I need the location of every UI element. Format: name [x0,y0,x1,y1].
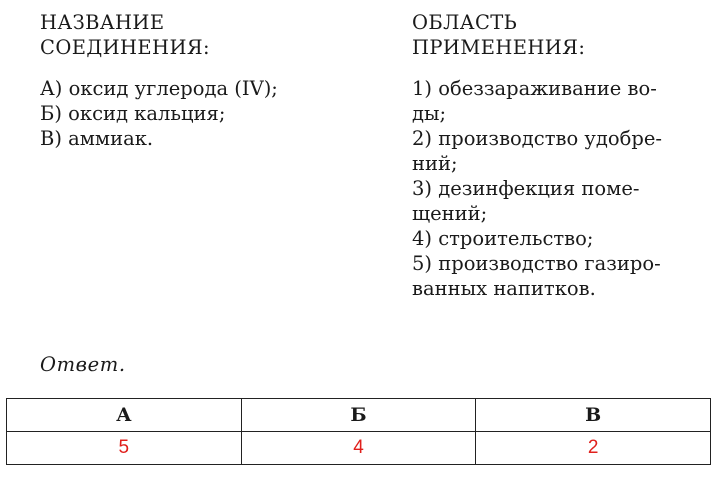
answer-table [6,398,711,465]
application-line: щений; [412,202,488,225]
heading-line: ОБЛАСТЬ [412,11,518,34]
answer-header-cell: Б [241,399,476,432]
application-list [412,76,712,301]
answer-value-cell: 4 [241,432,476,465]
application-line: 2) производство удобре- [412,127,662,150]
application-line: 1) обеззараживание во- [412,77,657,100]
compound-item: В) аммиак. [40,127,154,150]
answer-header-cell: А [7,399,242,432]
applications-heading [412,10,712,60]
compound-names-heading [40,10,380,60]
answer-value-row [7,432,711,465]
application-line: 5) производство газиро- [412,252,661,275]
answer-value-cell: 2 [476,432,711,465]
compound-item: Б) оксид кальция; [40,102,226,125]
compound-list [40,76,380,151]
answer-header-row [7,399,711,432]
answer-header-cell: В [476,399,711,432]
heading-line: ПРИМЕНЕНИЯ: [412,36,586,59]
applications-column [412,10,712,301]
compound-names-column [40,10,380,151]
application-line: ванных напитков. [412,277,596,300]
answer-value-cell: 5 [7,432,242,465]
application-line: ний; [412,152,458,175]
heading-line: СОЕДИНЕНИЯ: [40,36,210,59]
application-line: 4) строительство; [412,227,594,250]
application-line: ды; [412,102,447,125]
answer-label: Ответ. [40,353,126,376]
compound-item: А) оксид углерода (IV); [40,77,278,100]
application-line: 3) дезинфекция поме- [412,177,640,200]
heading-line: НАЗВАНИЕ [40,11,165,34]
